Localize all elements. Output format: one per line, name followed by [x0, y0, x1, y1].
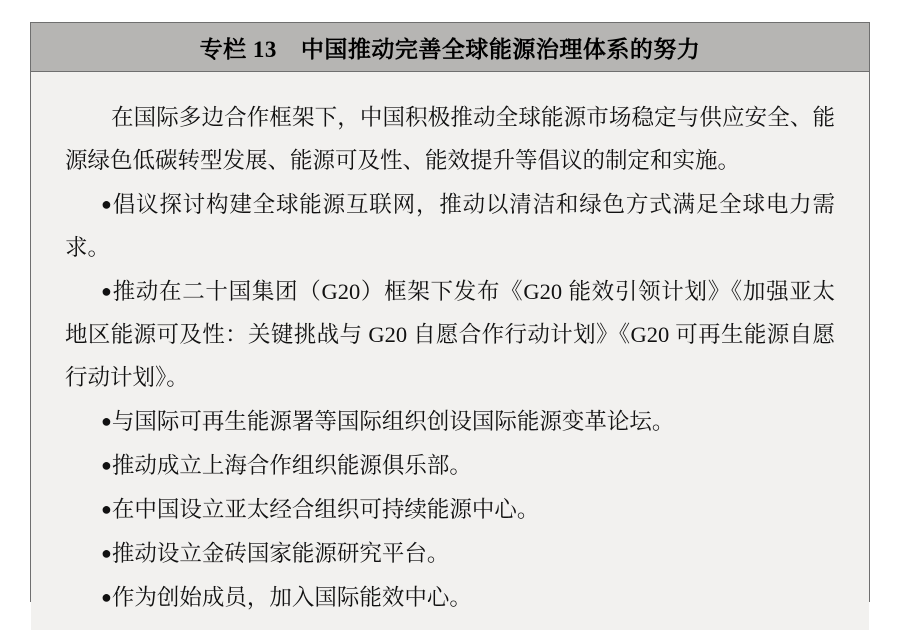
bullet-item	[65, 576, 835, 619]
bullet-item-text: 推动成立上海合作组织能源俱乐部。	[111, 453, 472, 478]
bullet-dot-icon: ●	[101, 281, 113, 301]
bullet-item-text: 与国际可再生能源署等国际组织创设国际能源变革论坛。	[111, 409, 675, 434]
bullet-item	[65, 400, 835, 443]
bullet-item	[65, 270, 835, 399]
bullet-item-text: 倡议探讨构建全球能源互联网，推动以清洁和绿色方式满足全球电力需求。	[65, 192, 835, 260]
bullet-item-text: 推动设立金砖国家能源研究平台。	[111, 541, 450, 566]
bullet-item	[65, 488, 835, 531]
bullet-dot-icon: ●	[101, 194, 113, 214]
bullet-item-text: 推动在二十国集团（G20）框架下发布《G20 能效引领计划》《加强亚太地区能源可及性：关键挑战与 G20 自愿合作行动计划》《G20 可再生能源自愿行动计划》。	[65, 279, 836, 390]
callout-box-header-inner	[200, 31, 701, 64]
bullet-item-text: 在中国设立亚太经合组织可持续能源中心。	[111, 497, 540, 522]
bullet-dot-icon: ●	[101, 499, 112, 519]
paragraph-intro: 在国际多边合作框架下，中国积极推动全球能源市场稳定与供应安全、能源绿色低碳转型发展、能源可及性、能效提升等倡议的制定和实施。	[65, 105, 835, 173]
callout-box-body	[31, 72, 869, 630]
bullet-dot-icon: ●	[101, 411, 112, 431]
bullet-dot-icon: ●	[101, 455, 112, 475]
bullet-item	[65, 444, 835, 487]
bullet-dot-icon: ●	[101, 587, 112, 607]
bullet-item-text: 作为创始成员，加入国际能效中心。	[111, 585, 472, 610]
callout-box-header	[31, 23, 869, 72]
box-number-label: 专栏 13	[199, 36, 277, 62]
bullet-item	[65, 532, 835, 575]
callout-box	[30, 22, 870, 610]
box-title: 中国推动完善全球能源治理体系的努力	[300, 36, 701, 62]
bullet-dot-icon: ●	[101, 543, 112, 563]
bullet-item	[65, 183, 835, 269]
